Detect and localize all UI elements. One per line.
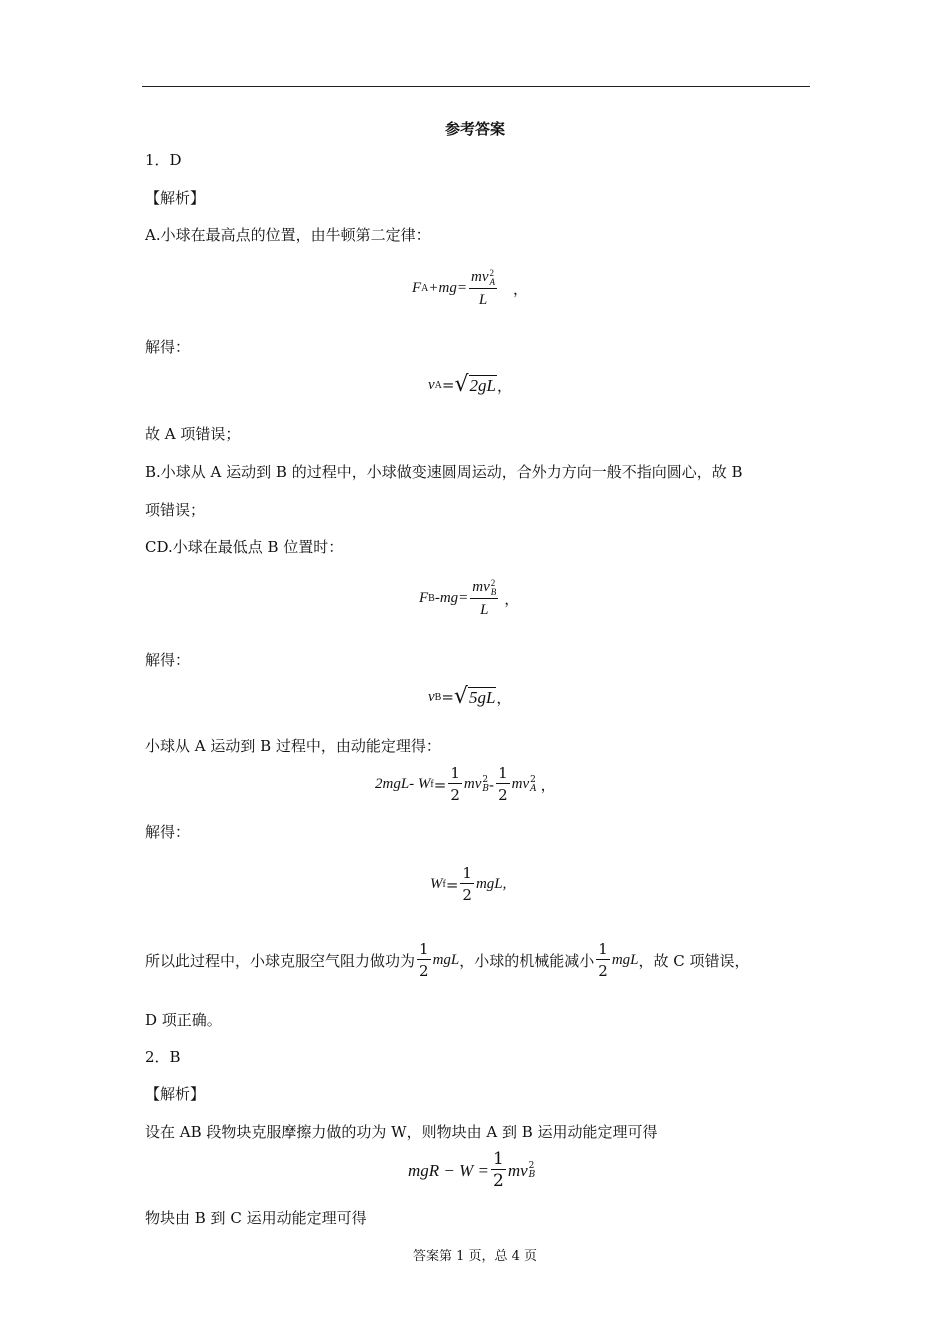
equation-wf: W f = $\frac{1}{2}$ mgL,: [430, 864, 507, 904]
q2-line-1: 设在 AB 段物块克服摩擦力做的功为 W，则物块由 A 到 B 运用动能定理可得: [145, 1123, 658, 1141]
page-title: 参考答案: [444, 120, 505, 138]
q1-line-a: A.小球在最高点的位置，由牛顿第二定律：: [145, 226, 431, 244]
q2-line-2: 物块由 B 到 C 运用动能定理可得: [145, 1209, 367, 1227]
q1-number: 1．D: [145, 151, 182, 169]
q1-solve-3: 解得：: [145, 823, 191, 841]
q1-a-wrong: 故 A 项错误；: [145, 425, 241, 443]
header-rule: [142, 86, 810, 87]
q1-solve-1: 解得：: [145, 338, 191, 356]
q1-analysis-label: 【解析】: [145, 189, 206, 207]
q1-line-b1: B.小球从 A 运动到 B 的过程中，小球做变速圆周运动，合外力方向一般不指向圆心，故 B: [145, 463, 743, 481]
equation-va: v A = √ 2gL ，: [428, 372, 512, 397]
equation-work-energy: 2mgL- W f = $\frac{1}{2}$ mv 2 B - $\frac{1}{2}$ mv 2 A ，: [375, 764, 556, 804]
q1-line-cd: CD.小球在最低点 B 位置时：: [145, 538, 344, 556]
q1-d-correct: D 项正确。: [145, 1011, 222, 1029]
q1-conclusion: 所以此过程中，小球克服空气阻力做功为 $\frac{1}{2}$ mgL ，小球的机械能减小 $\frac{1}{2}$ mgL ，故 C 项错误，: [145, 940, 750, 980]
page-footer: 答案第 1 页，总 4 页: [412, 1249, 538, 1264]
q2-analysis-label: 【解析】: [145, 1085, 206, 1103]
q1-energy: 小球从 A 运动到 B 过程中，由动能定理得：: [145, 737, 441, 755]
q1-solve-2: 解得：: [145, 651, 191, 669]
q2-number: 2．B: [145, 1048, 181, 1066]
equation-fa: F A +mg= mv 2 A L ，: [412, 267, 528, 308]
equation-vb: v B = √ 5gL ，: [428, 684, 512, 709]
equation-fb: F B -mg= mv 2 B L ，: [419, 577, 520, 618]
equation-q2-ab: mgR − W = $\frac{1}{2}$ mv 2 B: [408, 1149, 536, 1191]
q1-line-b2: 项错误；: [145, 501, 206, 519]
